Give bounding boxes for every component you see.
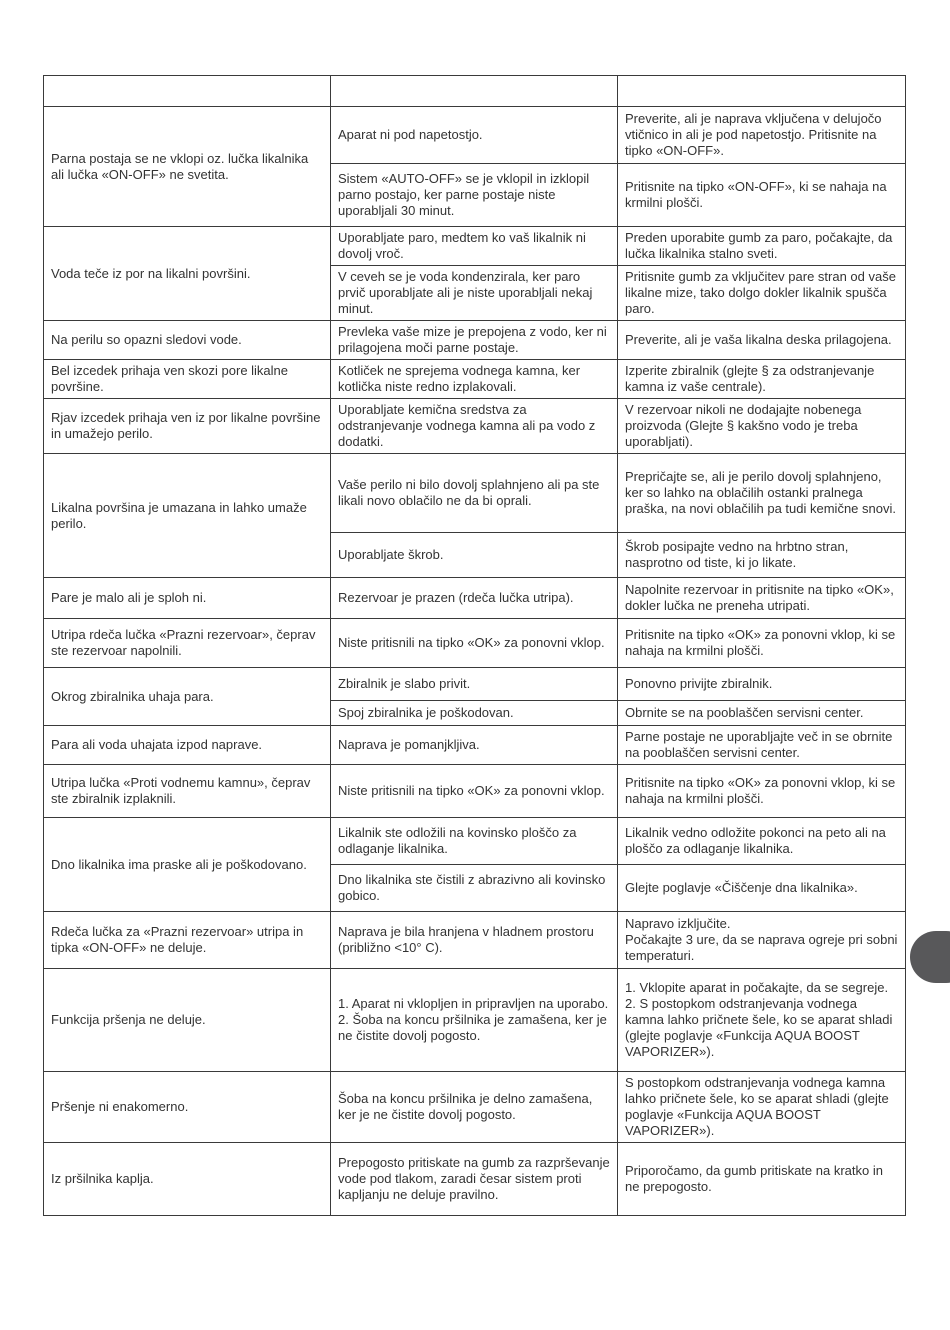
problem-cell: Iz pršilnika kaplja. (44, 1143, 331, 1216)
table-row (44, 765, 906, 818)
problem-cell: Parna postaja se ne vklopi oz. lučka likalnika ali lučka «ON-OFF» ne svetita. (44, 107, 331, 227)
solution-cell: Likalnik vedno odložite pokonci na peto ali na ploščo za odlaganje likalnika. (618, 818, 906, 865)
solution-cell: Pritisnite na tipko «OK» za ponovni vklop, ki se nahaja na krmilni plošči. (618, 765, 906, 818)
solution-cell: Priporočamo, da gumb pritiskate na kratko in ne prepogosto. (618, 1143, 906, 1216)
cause-cell: Šoba na koncu pršilnika je delno zamašena, ker je ne čistite dovolj pogosto. (331, 1072, 618, 1143)
solution-cell: Glejte poglavje «Čiščenje dna likalnika». (618, 865, 906, 912)
solution-cell: S postopkom odstranjevanja vodnega kamna lahko pričnete šele, ko se aparat shladi (glejte poglavje «Funkcija AQUA BOOST VAPORIZER»). (618, 1072, 906, 1143)
cause-cell: Zbiralnik je slabo privit. (331, 668, 618, 701)
solution-cell: Napolnite rezervoar in pritisnite na tipko «OK», dokler lučka ne preneha utripati. (618, 578, 906, 619)
problem-cell: Rdeča lučka za «Prazni rezervoar» utripa in tipka «ON-OFF» ne deluje. (44, 912, 331, 969)
cause-cell: Dno likalnika ste čistili z abrazivno ali kovinsko gobico. (331, 865, 618, 912)
cause-cell: Uporabljate škrob. (331, 533, 618, 578)
problem-cell: Okrog zbiralnika uhaja para. (44, 668, 331, 726)
solution-cell: Preden uporabite gumb za paro, počakajte, da lučka likalnika stalno sveti. (618, 227, 906, 266)
solution-cell: Preverite, ali je naprava vključena v delujočo vtičnico in ali je pod napetostjo. Pritisnite na tipko «ON-OFF». (618, 107, 906, 164)
header-solution (618, 76, 906, 107)
cause-cell: V ceveh se je voda kondenzirala, ker paro prvič uporabljate ali je niste uporabljali nekaj minut. (331, 266, 618, 321)
cause-cell: Spoj zbiralnika je poškodovan. (331, 701, 618, 726)
solution-cell: Preverite, ali je vaša likalna deska prilagojena. (618, 321, 906, 360)
solution-cell: Ponovno privijte zbiralnik. (618, 668, 906, 701)
problem-cell: Likalna površina je umazana in lahko umaže perilo. (44, 454, 331, 578)
table-row (44, 912, 906, 969)
table-row (44, 321, 906, 360)
solution-cell: Obrnite se na pooblaščen servisni center. (618, 701, 906, 726)
cause-cell: Uporabljate kemična sredstva za odstranjevanje vodnega kamna ali pa vodo z dodatki. (331, 399, 618, 454)
header-cause (331, 76, 618, 107)
page-tab-marker (910, 931, 950, 983)
problem-cell: Na perilu so opazni sledovi vode. (44, 321, 331, 360)
problem-cell: Bel izcedek prihaja ven skozi pore likalne površine. (44, 360, 331, 399)
problem-cell: Para ali voda uhajata izpod naprave. (44, 726, 331, 765)
cause-cell: Niste pritisnili na tipko «OK» za ponovni vklop. (331, 619, 618, 668)
problem-cell: Rjav izcedek prihaja ven iz por likalne površine in umažejo perilo. (44, 399, 331, 454)
solution-cell: Škrob posipajte vedno na hrbtno stran, nasprotno od tiste, ki jo likate. (618, 533, 906, 578)
table-row (44, 1143, 906, 1216)
cause-cell: Prevleka vaše mize je prepojena z vodo, ker ni prilagojena moči parne postaje. (331, 321, 618, 360)
table-row (44, 969, 906, 1072)
troubleshooting-table (43, 75, 906, 1216)
solution-cell: Pritisnite na tipko «OK» za ponovni vklop, ki se nahaja na krmilni plošči. (618, 619, 906, 668)
table-row (44, 227, 906, 266)
table-row (44, 578, 906, 619)
cause-cell: Sistem «AUTO-OFF» se je vklopil in izklopil parno postajo, ker parne postaje niste uporabljali 30 minut. (331, 164, 618, 227)
table-row (44, 726, 906, 765)
cause-cell: 1. Aparat ni vklopljen in pripravljen na uporabo. 2. Šoba na koncu pršilnika je zamašena, ker je ne čistite dovolj pogosto. (331, 969, 618, 1072)
cause-cell: Niste pritisnili na tipko «OK» za ponovni vklop. (331, 765, 618, 818)
cause-cell: Prepogosto pritiskate na gumb za razprševanje vode pod tlakom, zaradi česar sistem proti kapljanju ne deluje pravilno. (331, 1143, 618, 1216)
table-body (44, 76, 906, 1216)
problem-cell: Utripa rdeča lučka «Prazni rezervoar», čeprav ste rezervoar napolnili. (44, 619, 331, 668)
problem-cell: Pršenje ni enakomerno. (44, 1072, 331, 1143)
cause-cell: Rezervoar je prazen (rdeča lučka utripa). (331, 578, 618, 619)
solution-cell: Napravo izključite. Počakajte 3 ure, da se naprava ogreje pri sobni temperaturi. (618, 912, 906, 969)
table-row (44, 619, 906, 668)
solution-cell: Prepričajte se, ali je perilo dovolj splahnjeno, ker so lahko na oblačilih ostanki pralnega praška, na novi oblačilih pa tudi kemične snovi. (618, 454, 906, 533)
cause-cell: Naprava je bila hranjena v hladnem prostoru (približno <10° C). (331, 912, 618, 969)
cause-cell: Uporabljate paro, medtem ko vaš likalnik ni dovolj vroč. (331, 227, 618, 266)
table-row (44, 360, 906, 399)
solution-cell: Parne postaje ne uporabljajte več in se obrnite na pooblaščen servisni center. (618, 726, 906, 765)
cause-cell: Likalnik ste odložili na kovinsko ploščo za odlaganje likalnika. (331, 818, 618, 865)
solution-cell: Pritisnite gumb za vključitev pare stran od vaše likalne mize, tako dolgo dokler likalnik spušča paro. (618, 266, 906, 321)
solution-cell: Izperite zbiralnik (glejte § za odstranjevanje kamna iz vaše centrale). (618, 360, 906, 399)
table-row (44, 454, 906, 533)
table-row (44, 818, 906, 865)
table-row (44, 107, 906, 164)
problem-cell: Funkcija pršenja ne deluje. (44, 969, 331, 1072)
problem-cell: Pare je malo ali je sploh ni. (44, 578, 331, 619)
solution-cell: V rezervoar nikoli ne dodajajte nobenega proizvoda (Glejte § kakšno vodo je treba uporabljati). (618, 399, 906, 454)
table-row (44, 668, 906, 701)
cause-cell: Vaše perilo ni bilo dovolj splahnjeno ali pa ste likali novo oblačilo ne da bi oprali. (331, 454, 618, 533)
cause-cell: Naprava je pomanjkljiva. (331, 726, 618, 765)
table-row (44, 399, 906, 454)
cause-cell: Aparat ni pod napetostjo. (331, 107, 618, 164)
solution-cell: Pritisnite na tipko «ON-OFF», ki se nahaja na krmilni plošči. (618, 164, 906, 227)
problem-cell: Utripa lučka «Proti vodnemu kamnu», čeprav ste zbiralnik izplaknili. (44, 765, 331, 818)
header-problem (44, 76, 331, 107)
problem-cell: Dno likalnika ima praske ali je poškodovano. (44, 818, 331, 912)
table-row (44, 1072, 906, 1143)
cause-cell: Kotliček ne sprejema vodnega kamna, ker kotlička niste redno izplakovali. (331, 360, 618, 399)
header-row (44, 76, 906, 107)
solution-cell: 1. Vklopite aparat in počakajte, da se segreje. 2. S postopkom odstranjevanja vodnega kamna lahko pričnete šele, ko se aparat shladi (glejte poglavje «Funkcija AQUA BOOST VAPORIZER»). (618, 969, 906, 1072)
problem-cell: Voda teče iz por na likalni površini. (44, 227, 331, 321)
